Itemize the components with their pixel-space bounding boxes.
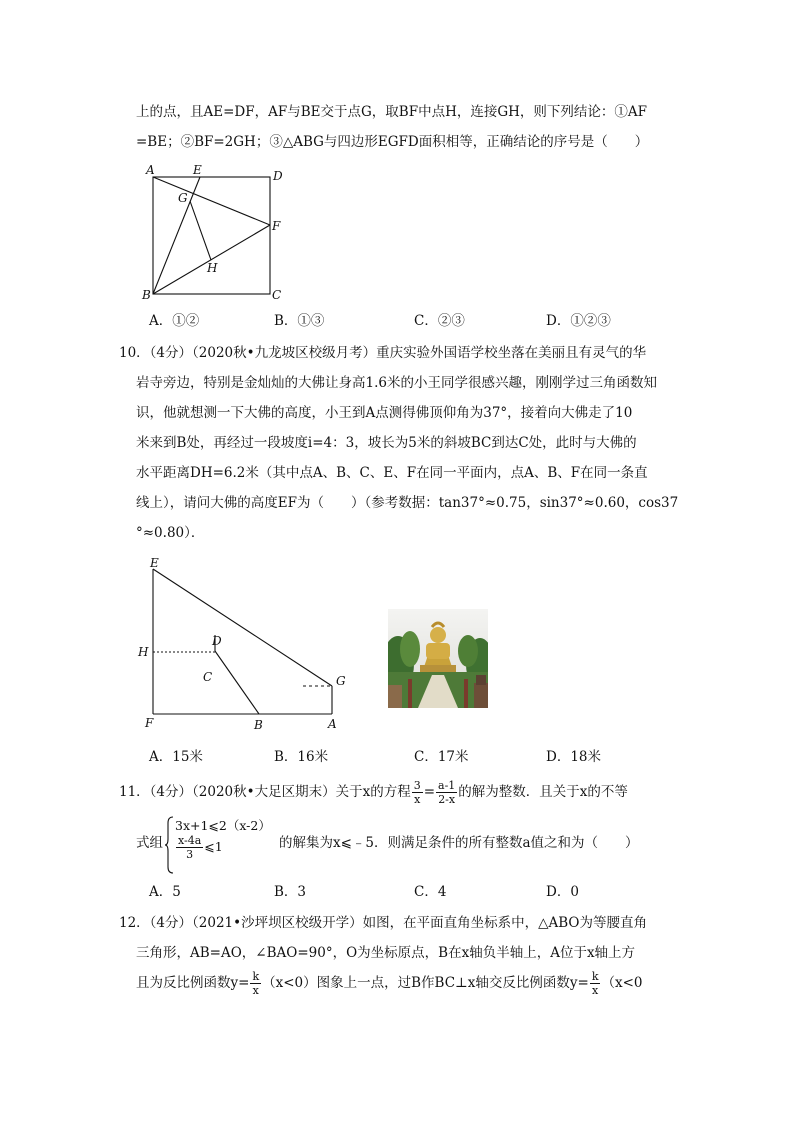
- q10-text-line3: 识，他就想测一下大佛的高度，小王到A点测得佛顶仰角为37°，接着向大佛走了10: [136, 405, 633, 421]
- q12-line3-tail: （x<0: [601, 975, 643, 991]
- q11-option-d[interactable]: D．0: [546, 884, 579, 900]
- label-c: C: [203, 670, 213, 684]
- q12-text-line2: 三角形，AB=AO，∠BAO=90°，O为坐标原点，B在x轴负半轴上，A位于x轴上方: [136, 945, 636, 961]
- label-c: C: [272, 288, 282, 302]
- q11-text-line2-lead: 式组: [136, 835, 163, 851]
- q10-text-line2: 岩寺旁边，特别是金灿灿的大佛让身高1.6米的小王同学很感兴趣，刚刚学过三角函数知: [136, 375, 657, 391]
- q11-system-row1: 3x+1⩽2（x-2）: [175, 818, 271, 833]
- q10-text-line5: 水平距离DH=6.2米（其中点A、B、C、E、F在同一平面内，点A、B、F在同一条直: [136, 465, 648, 481]
- q9-square-figure: [138, 160, 298, 305]
- q11-line1-lead: 11．（4分）（2020秋•大足区期末）关于x的方程: [119, 784, 411, 800]
- label-f: F: [145, 716, 154, 730]
- q11-system-row2: [175, 834, 223, 861]
- buddha-photo: [388, 609, 488, 708]
- q12-line3-lead: 且为反比例函数y=: [136, 975, 250, 991]
- q11-system-row2-rel: ⩽1: [204, 839, 223, 854]
- label-b: B: [142, 288, 151, 302]
- q10-text-line1: 10．（4分）（2020秋•九龙坡区校级月考）重庆实验外国语学校坐落在美丽且有灵气的华: [119, 345, 647, 361]
- segment-af: [153, 177, 270, 225]
- q10-buddha-figure: [133, 555, 358, 735]
- q10-text-line7: °≈0.80）．: [136, 525, 205, 541]
- slope-bc: [215, 651, 259, 714]
- q12-fraction-k-over-x-2: $\frac{k}{x}$: [591, 970, 599, 997]
- q11-fraction-x4a-over-3: $\frac{x-4a}{3}$: [178, 834, 202, 861]
- q10-option-b[interactable]: B．16米: [274, 749, 329, 765]
- label-b: B: [254, 718, 263, 732]
- label-h: H: [207, 261, 218, 275]
- q9-option-d[interactable]: D．①②③: [546, 313, 611, 329]
- q11-text-line1: [119, 779, 628, 806]
- q9-option-b[interactable]: B．①③: [274, 313, 325, 329]
- segment-gh: [190, 201, 211, 260]
- q9-option-c[interactable]: C．②③: [414, 313, 465, 329]
- q11-equals: =: [423, 784, 436, 800]
- q11-text-line2-tail: 的解集为x⩽﹣5．则满足条件的所有整数a值之和为（ ）: [279, 835, 639, 851]
- q10-text-line4: 米来到B处，再经过一段坡度i=4：3，坡长为5米的斜坡BC到达C处，此时与大佛的: [136, 435, 637, 451]
- q12-fraction-k-over-x-1: $\frac{k}{x}$: [252, 970, 260, 997]
- label-a: A: [146, 163, 155, 177]
- q12-line3-mid: （x<0）图象上一点，过B作BC⊥x轴交反比例函数y=: [262, 975, 589, 991]
- label-g: G: [336, 674, 346, 688]
- label-h: H: [138, 645, 149, 659]
- q11-fraction-a1-over-2x: $\frac{a-1}{2-x}$: [438, 779, 456, 806]
- label-e: E: [150, 556, 159, 570]
- q11-system-brace: [164, 815, 174, 875]
- label-a: A: [328, 717, 337, 731]
- segment-be: [153, 177, 200, 294]
- q10-text-line6: 线上），请问大佛的高度EF为（ ）（参考数据：tan37°≈0.75，sin37°≈0.60，cos37: [136, 495, 679, 511]
- label-f: F: [272, 219, 281, 233]
- q10-option-d[interactable]: D．18米: [546, 749, 602, 765]
- q12-text-line3: [136, 970, 643, 997]
- q11-fraction-3-over-x: $\frac{3}{x}$: [413, 779, 421, 806]
- q10-option-c[interactable]: C．17米: [414, 749, 469, 765]
- label-d: D: [273, 169, 283, 183]
- q12-text-line1: 12．（4分）（2021•沙坪坝区校级开学）如图，在平面直角坐标系中，△ABO为等腰直角: [119, 915, 647, 931]
- q9-text-line2: =BE；②BF=2GH；③△ABG与四边形EGFD面积相等，正确结论的序号是（ ）: [136, 134, 649, 150]
- label-e: E: [193, 163, 202, 177]
- q11-option-c[interactable]: C．4: [414, 884, 447, 900]
- q11-option-b[interactable]: B．3: [274, 884, 307, 900]
- q9-text-line1: 上的点，且AE=DF，AF与BE交于点G，取BF中点H，连接GH，则下列结论：①AF: [136, 104, 648, 120]
- q9-option-a[interactable]: A．①②: [149, 313, 200, 329]
- label-g: G: [178, 191, 188, 205]
- sightline-eg: [153, 569, 332, 686]
- segment-bf: [153, 225, 270, 294]
- q10-option-a[interactable]: A．15米: [149, 749, 203, 765]
- q11-line1-tail: 的解为整数．且关于x的不等: [458, 784, 628, 800]
- label-d: D: [212, 634, 222, 648]
- q11-option-a[interactable]: A．5: [149, 884, 181, 900]
